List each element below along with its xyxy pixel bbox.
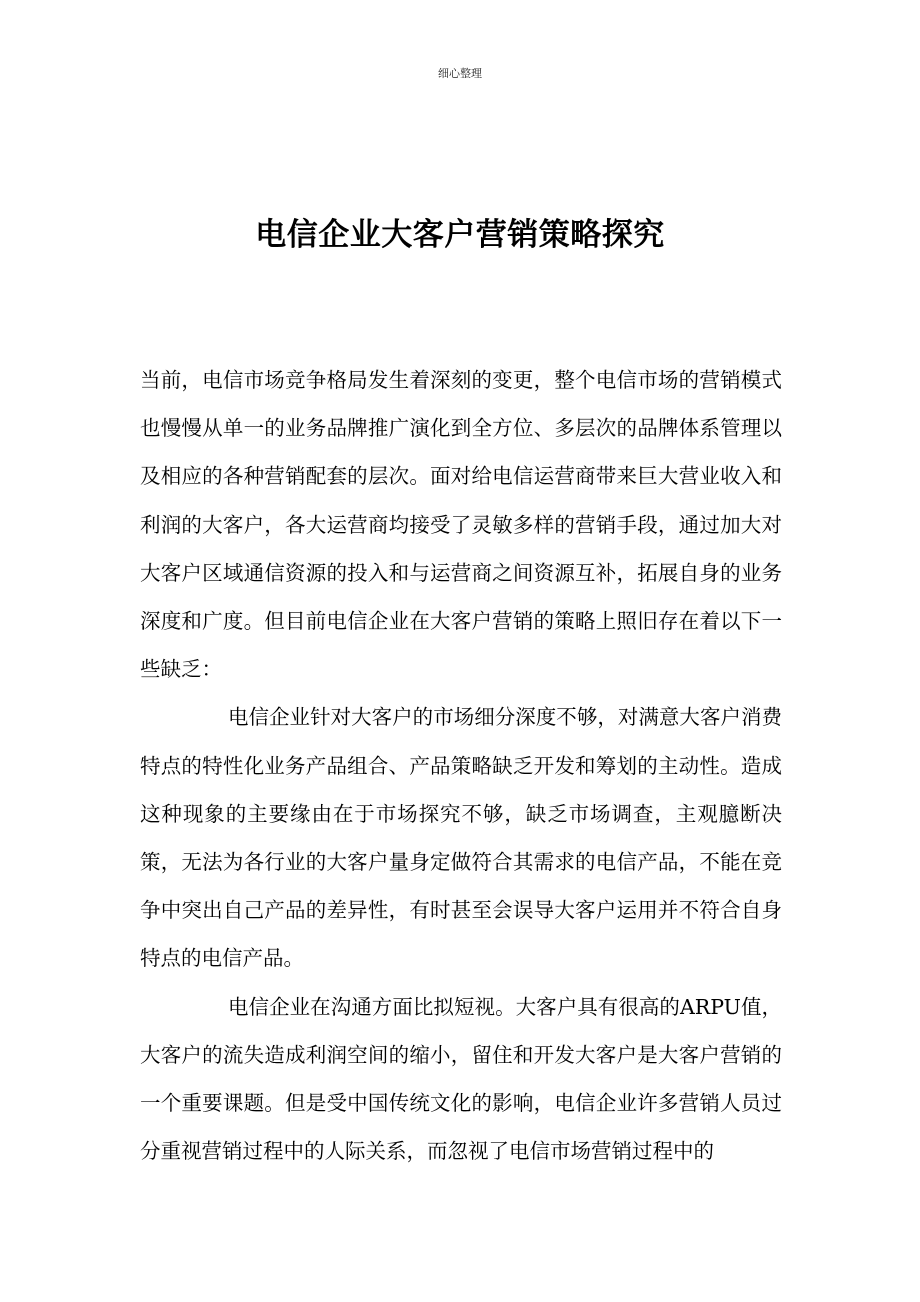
- document-title: 电信企业大客户营销策略探究: [255, 217, 665, 253]
- document-body: [140, 356, 782, 1175]
- page-header: 细心整理: [438, 67, 482, 80]
- paragraph-market-segmentation: 电信企业针对大客户的市场细分深度不够，对满意大客户消费特点的特性化业务产品组合、产品策略缺乏开发和筹划的主动性。造成这种现象的主要缘由在于市场探究不够，缺乏市场调查，主观臆断决策，无法为各行业的大客户量身定做符合其需求的电信产品，不能在竞争中突出自己产品的差异性，有时甚至会误导大客户运用并不符合自身特点的电信产品。: [140, 705, 782, 971]
- paragraph-communication: 电信企业在沟通方面比拟短视。大客户具有很高的ARPU值，大客户的流失造成利润空间的缩小，留住和开发大客户是大客户营销的一个重要课题。但是受中国传统文化的影响，电信企业许多营销人员过分重视营销过程中的人际关系，而忽视了电信市场营销过程中的: [140, 994, 782, 1164]
- paragraph-intro: 当前，电信市场竞争格局发生着深刻的变更，整个电信市场的营销模式也慢慢从单一的业务品牌推广演化到全方位、多层次的品牌体系管理以及相应的各种营销配套的层次。面对给电信运营商带来巨大营业收入和利润的大客户，各大运营商均接受了灵敏多样的营销手段，通过加大对大客户区域通信资源的投入和与运营商之间资源互补，拓展自身的业务深度和广度。但目前电信企业在大客户营销的策略上照旧存在着以下一些缺乏：: [140, 368, 782, 682]
